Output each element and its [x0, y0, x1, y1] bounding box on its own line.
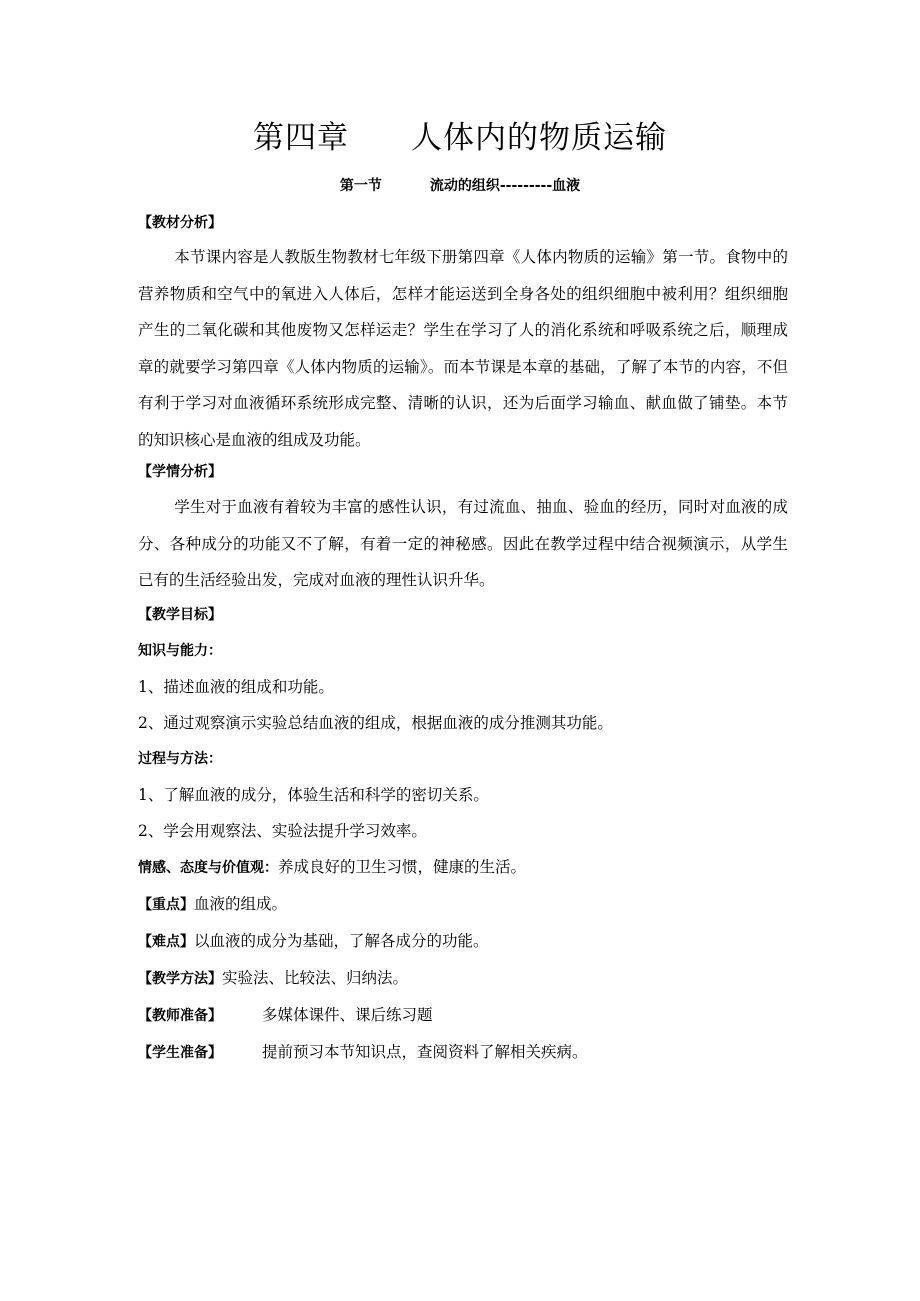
key-point-text: 血液的组成。: [194, 894, 288, 913]
knowledge-item-2: 2、通过观察演示实验总结血液的组成，根据血液的成分推测其功能。: [138, 713, 613, 732]
student-analysis-heading: 【学情分析】: [138, 464, 222, 480]
key-point-label: 【重点】: [138, 896, 194, 913]
objectives-heading: 【教学目标】: [138, 606, 222, 623]
teacher-prep-text: 多媒体课件、课后练习题: [262, 1005, 433, 1024]
knowledge-item-1: 1、描述血液的组成和功能。: [138, 677, 334, 696]
student-analysis-text: 学生对于血液有着较为丰富的感性认识，有过流血、抽血、验血的经历，同时对血液的成分、各种成分的功能又不了解，有着一定的神秘感。因此在教学过程中结合视频演示，从学生已有的生活经验出发，完成对血液的理性认识升华。: [138, 498, 788, 589]
methods-text: 实验法、比较法、归纳法。: [222, 968, 409, 987]
process-method-label: 过程与方法：: [138, 750, 222, 767]
chapter-label: 第四章: [253, 120, 349, 156]
knowledge-ability-label: 知识与能力：: [138, 642, 222, 659]
teacher-prep-label: 【教师准备】: [138, 1007, 222, 1024]
student-prep-label: 【学生准备】: [138, 1044, 222, 1061]
teacher-prep-line: [138, 1004, 788, 1027]
student-prep-line: [138, 1041, 788, 1064]
process-item-1: 1、了解血液的成分，体验生活和科学的密切关系。: [138, 785, 489, 804]
textbook-analysis-heading: 【教材分析】: [138, 215, 222, 231]
attitude-values-text: 养成良好的卫生习惯，健康的生活。: [278, 857, 527, 876]
section-label: 第一节: [339, 178, 382, 194]
attitude-values-label: 情感、态度与价值观：: [138, 859, 278, 876]
textbook-analysis-text: 本节课内容是人教版生物教材七年级下册第四章《人体内物质的运输》第一节。食物中的营养物质和空气中的氧进入人体后，怎样才能运送到全身各处的组织细胞中被利用？组织细胞产生的二氧化碳和其他废物又怎样运走？学生在学习了人的消化系统和呼吸系统之后，顺理成章的就要学习第四章《人体内物质的运输》。而本节课是本章的基础，了解了本节的内容，不但有利于学习对血液循环系统形成完整、清晰的认识，还为后面学习输血、献血做了铺垫。本节的知识核心是血液的组成及功能。: [138, 248, 788, 449]
difficulty-line: [138, 930, 788, 953]
document-body: [138, 212, 788, 1064]
student-prep-text: 提前预习本节知识点，查阅资料了解相关疾病。: [262, 1042, 588, 1061]
process-item-2: 2、学会用观察法、实验法提升学习效率。: [138, 821, 427, 840]
chapter-title: [0, 116, 920, 160]
attitude-values-line: [138, 856, 788, 879]
methods-label: 【教学方法】: [138, 970, 222, 987]
difficulty-text: 以血液的成分为基础，了解各成分的功能。: [194, 931, 489, 950]
chapter-name: 人体内的物质运输: [411, 120, 667, 156]
difficulty-label: 【难点】: [138, 933, 194, 950]
methods-line: [138, 967, 788, 990]
textbook-analysis-paragraph: [138, 239, 788, 458]
key-point-line: [138, 893, 788, 916]
section-name: 流动的组织---------血液: [429, 178, 581, 194]
student-analysis-paragraph: [138, 489, 788, 599]
section-title: [0, 175, 920, 197]
